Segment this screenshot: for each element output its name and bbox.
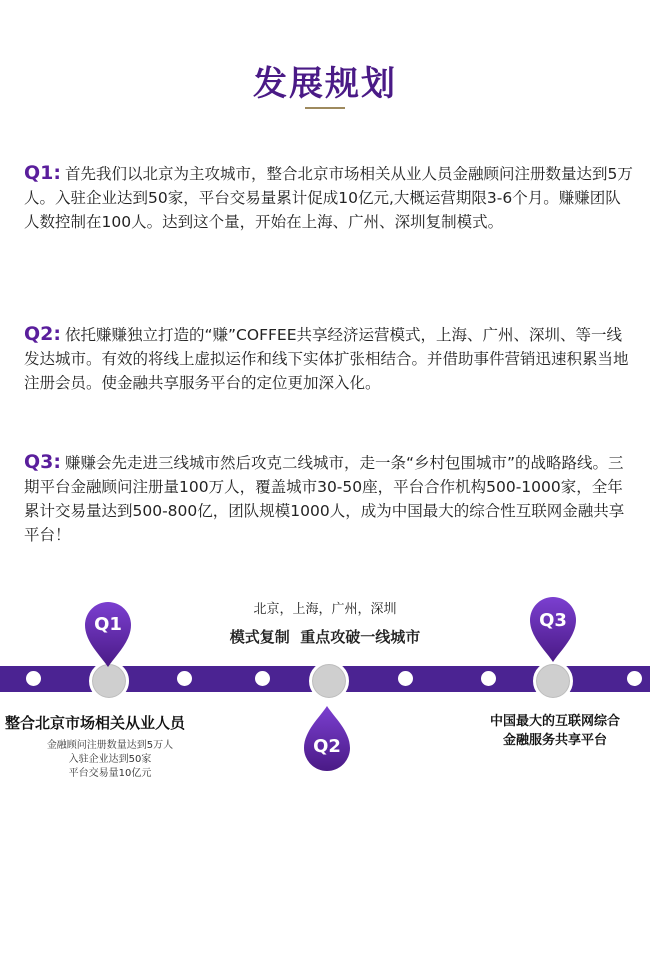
milestone-q1-description bbox=[5, 712, 215, 781]
q2-pin-label: Q2 bbox=[313, 736, 341, 757]
milestone-q1-detail: 入驻企业达到50家 bbox=[68, 754, 152, 765]
section-q3-text: 赚赚会先走进三线城市然后攻克二线城市，走一条“乡村包围城市”的战略路线。三期平台金融顾问注册量100万人，覆盖城市30-50座，平台合作机构500-1000家，全年累计交易量达到500-800亿，团队规模1000人，成为中国最大的综合性互联网金融共享平台！ bbox=[24, 454, 625, 544]
page-title: 发展规划 bbox=[253, 64, 397, 104]
section-q2 bbox=[24, 322, 636, 395]
timeline-dot bbox=[177, 671, 192, 686]
timeline-dot bbox=[398, 671, 413, 686]
milestone-q3-line: 金融服务共享平台 bbox=[502, 733, 607, 748]
section-q3 bbox=[24, 450, 636, 547]
q3-pin-label: Q3 bbox=[539, 610, 567, 631]
section-q1-label: Q1: bbox=[24, 162, 61, 184]
title-divider bbox=[305, 107, 345, 109]
milestone-node-q2 bbox=[309, 661, 349, 701]
milestone-q1-details bbox=[5, 739, 215, 781]
section-q2-label: Q2: bbox=[24, 323, 61, 345]
milestone-q1-heading: 整合北京市场相关从业人员 bbox=[5, 714, 186, 732]
milestone-node-q3 bbox=[533, 661, 573, 701]
timeline-dot bbox=[26, 671, 41, 686]
milestone-q3-line: 中国最大的互联网综合 bbox=[489, 714, 620, 729]
timeline-dot bbox=[481, 671, 496, 686]
section-q1-text: 首先我们以北京为主攻城市，整合北京市场相关从业人员金融顾问注册数量达到5万人。入驻企业达到50家，平台交易量累计促成10亿元,大概运营期限3-6个月。赚赚团队人数控制在100人。达到这个量，开始在上海、广州、深圳复制模式。 bbox=[24, 165, 633, 231]
timeline-dot bbox=[255, 671, 270, 686]
milestone-q1-detail: 平台交易量10亿元 bbox=[68, 768, 152, 779]
timeline-dot bbox=[627, 671, 642, 686]
roadmap-timeline bbox=[0, 560, 650, 860]
section-q3-label: Q3: bbox=[24, 451, 61, 473]
timeline-cities: 北京，上海，广州，深圳 bbox=[253, 602, 397, 617]
section-q1 bbox=[24, 161, 636, 234]
milestone-q3-description bbox=[470, 712, 640, 750]
q1-pin-label: Q1 bbox=[94, 614, 122, 635]
milestone-q1-detail: 金融顾问注册数量达到5万人 bbox=[46, 740, 174, 751]
timeline-mode: 模式复制 重点攻破一线城市 bbox=[229, 628, 421, 646]
section-q2-text: 依托赚赚独立打造的“赚”COFFEE共享经济运营模式，上海、广州、深圳、等一线发达城市。有效的将线上虚拟运作和线下实体扩张相结合。并借助事件营销迅速积累当地注册会员。使金融共享服务平台的定位更加深入化。 bbox=[24, 326, 629, 392]
